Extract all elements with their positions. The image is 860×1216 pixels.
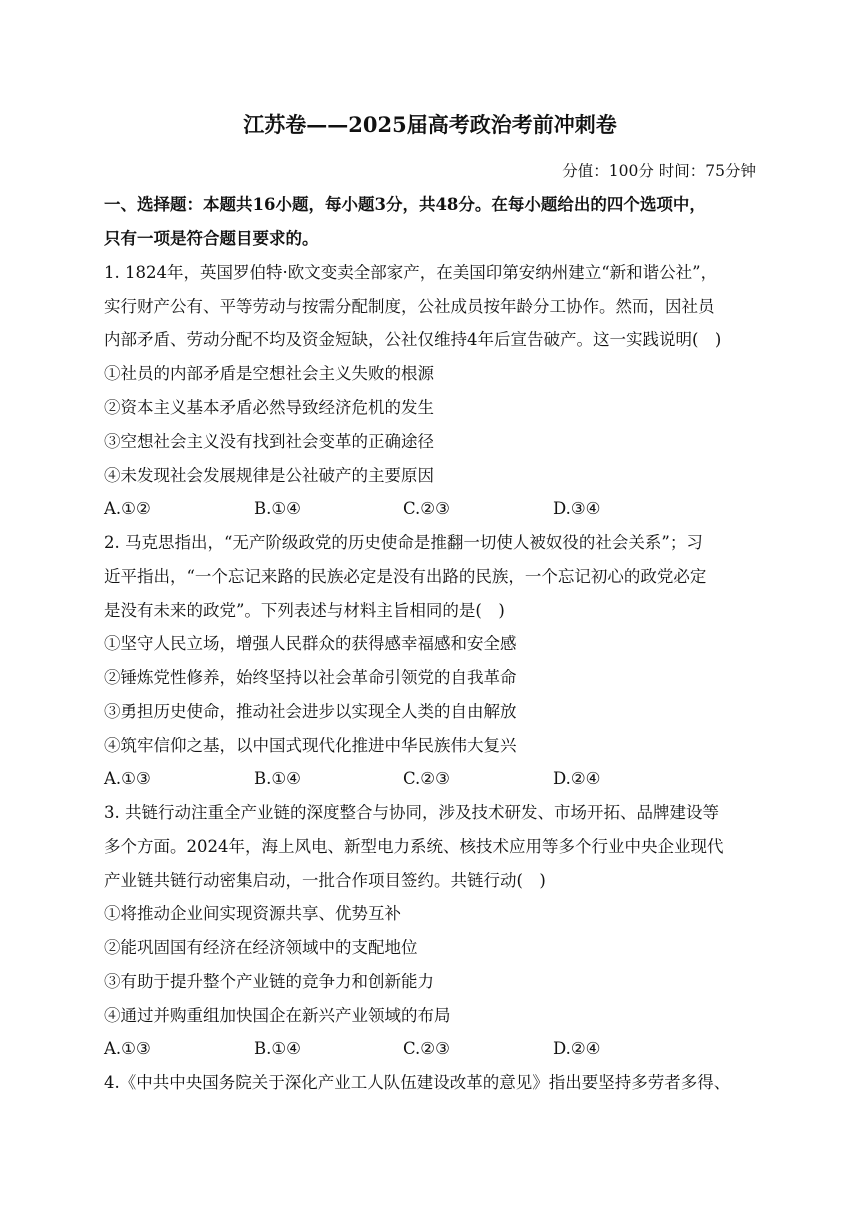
q1-stem-line-1: 1. 1824年，英国罗伯特·欧文变卖全部家产，在美国印第安纳州建立“新和谐公社”， <box>104 263 718 282</box>
q2-option-b[interactable]: B.①④ <box>254 769 301 788</box>
q2-item-1: ①坚守人民立场，增强人民群众的获得感幸福感和安全感 <box>104 634 517 653</box>
q1-item-4: ④未发现社会发展规律是公社破产的主要原因 <box>104 466 434 485</box>
q3-option-d[interactable]: D.②④ <box>553 1039 601 1058</box>
q2-options <box>104 766 756 792</box>
q2-option-d[interactable]: D.②④ <box>553 769 601 788</box>
q1-item-3: ③空想社会主义没有找到社会变革的正确途径 <box>104 432 434 451</box>
q2-stem-line-2: 近平指出，“一个忘记来路的民族必定是没有出路的民族，一个忘记初心的政党必定 <box>104 567 707 586</box>
q3-stem-line-3: 产业链共链行动密集启动，一批合作项目签约。共链行动( ) <box>104 871 546 890</box>
q4-stem-line-1: 4.《中共中央国务院关于深化产业工人队伍建设改革的意见》指出要坚持多劳者多得、 <box>104 1073 731 1092</box>
q3-stem-line-2: 多个方面。2024年，海上风电、新型电力系统、核技术应用等多个行业中央企业现代 <box>104 837 724 856</box>
q1-item-1: ①社员的内部矛盾是空想社会主义失败的根源 <box>104 364 434 383</box>
q1-option-b[interactable]: B.①④ <box>254 499 301 518</box>
q2-option-c[interactable]: C.②③ <box>403 769 450 788</box>
q3-item-4: ④通过并购重组加快国企在新兴产业领域的布局 <box>104 1006 451 1025</box>
q3-options <box>104 1036 756 1062</box>
section-heading-line-1: 一、选择题：本题共16小题，每小题3分，共48分。在每小题给出的四个选项中， <box>104 195 706 214</box>
q2-item-4: ④筑牢信仰之基，以中国式现代化推进中华民族伟大复兴 <box>104 736 517 755</box>
q2-option-a[interactable]: A.①③ <box>104 769 151 788</box>
q1-stem-line-3: 内部矛盾、劳动分配不均及资金短缺，公社仅维持4年后宣告破产。这一实践说明( ) <box>104 330 722 349</box>
q3-option-a[interactable]: A.①③ <box>104 1039 151 1058</box>
q3-item-1: ①将推动企业间实现资源共享、优势互补 <box>104 904 401 923</box>
q3-stem-line-1: 3. 共链行动注重全产业链的深度整合与协同，涉及技术研发、市场开拓、品牌建设等 <box>104 803 719 822</box>
q2-item-2: ②锤炼党性修养，始终坚持以社会革命引领党的自我革命 <box>104 668 517 687</box>
q3-item-3: ③有助于提升整个产业链的竞争力和创新能力 <box>104 972 434 991</box>
q1-stem-line-2: 实行财产公有、平等劳动与按需分配制度，公社成员按年龄分工协作。然而，因社员 <box>104 297 715 316</box>
q3-option-b[interactable]: B.①④ <box>254 1039 301 1058</box>
q1-option-a[interactable]: A.①② <box>104 499 151 518</box>
q2-item-3: ③勇担历史使命，推动社会进步以实现全人类的自由解放 <box>104 702 517 721</box>
q1-options <box>104 496 756 522</box>
q1-item-2: ②资本主义基本矛盾必然导致经济危机的发生 <box>104 398 434 417</box>
section-heading-line-2: 只有一项是符合题目要求的。 <box>104 229 319 248</box>
q1-option-c[interactable]: C.②③ <box>403 499 450 518</box>
page-title: 江苏卷——2025届高考政治考前冲刺卷 <box>243 112 617 137</box>
q2-stem-line-3: 是没有未来的政党”。下列表述与材料主旨相同的是( ) <box>104 601 505 620</box>
q3-option-c[interactable]: C.②③ <box>403 1039 450 1058</box>
q3-item-2: ②能巩固国有经济在经济领域中的支配地位 <box>104 938 418 957</box>
q2-stem-line-1: 2. 马克思指出，“无产阶级政党的历史使命是推翻一切使人被奴役的社会关系”；习 <box>104 533 703 552</box>
q1-option-d[interactable]: D.③④ <box>553 499 601 518</box>
score-time-info: 分值：100分 时间：75分钟 <box>562 162 756 180</box>
